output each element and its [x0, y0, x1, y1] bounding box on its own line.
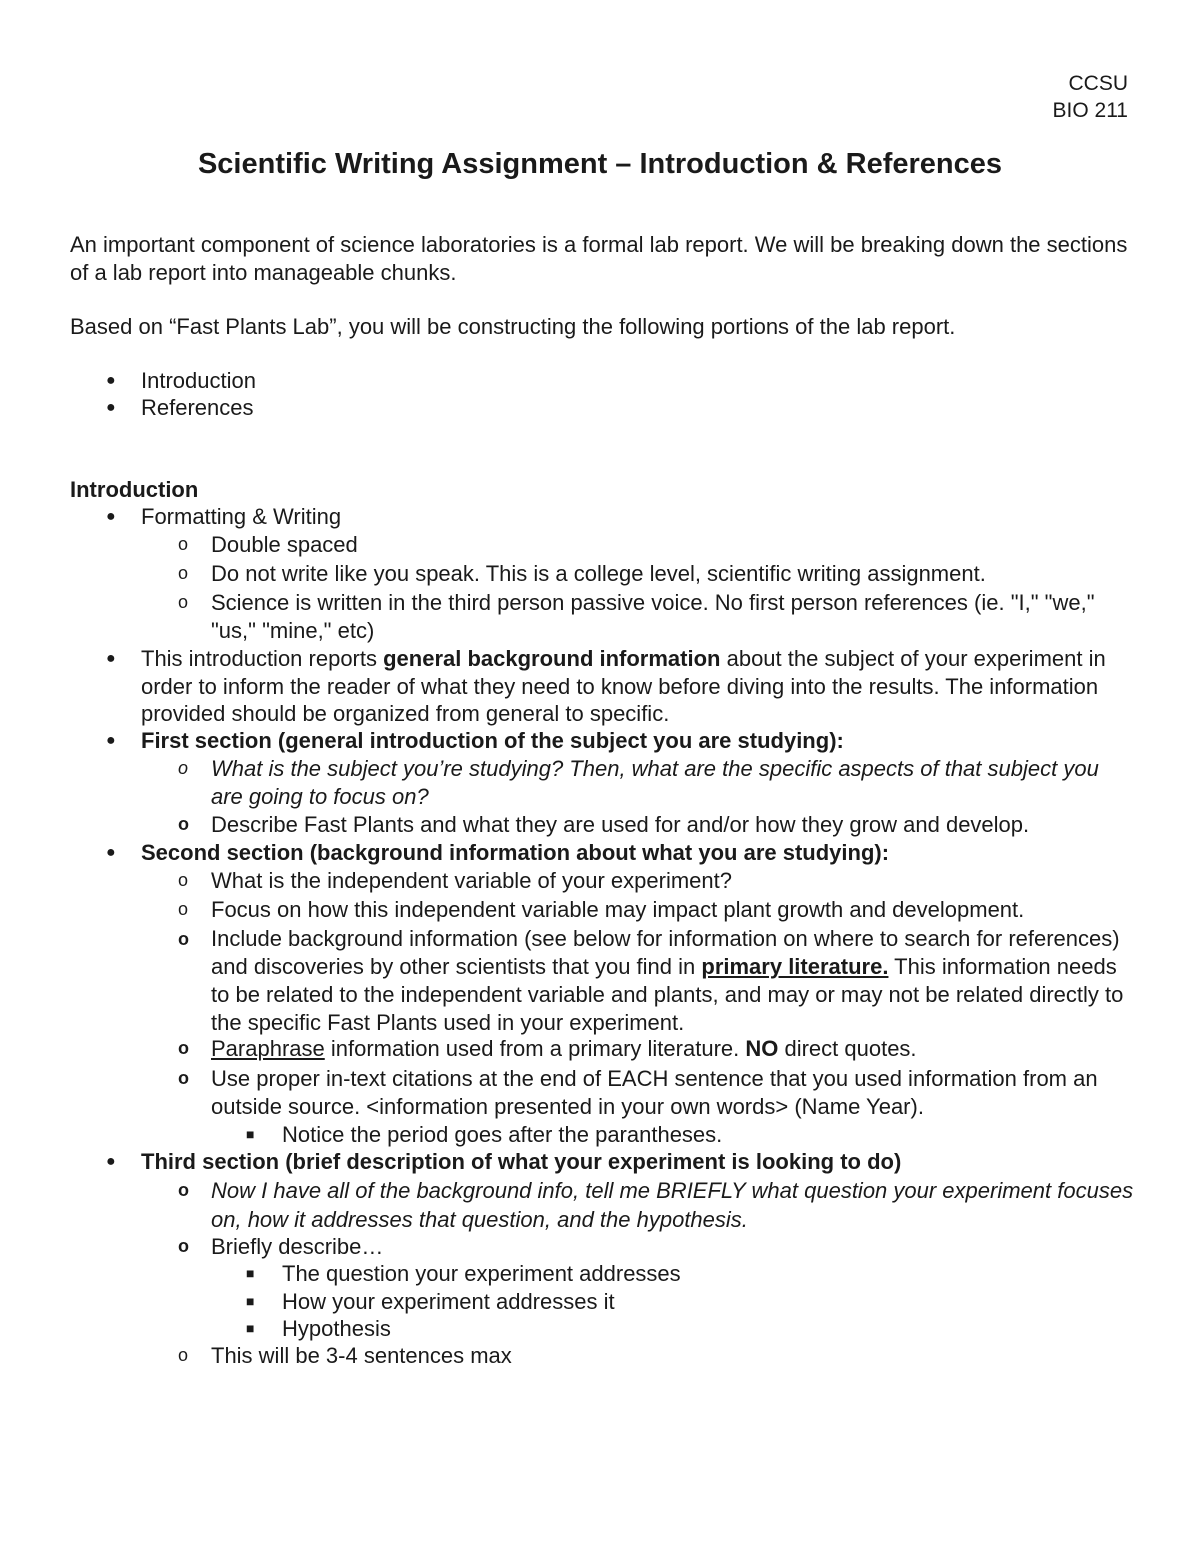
list-item: ● Second section (background information about what you are studying): [106, 840, 890, 865]
list-item: o Include background information (see below for information on where to search for references) and discoveries by other scientists that you find in primary literature. This information needs to be related to the independent variable and plants, and may or may not be related directly to the specific Fast Plants used in your experiment. [178, 926, 1124, 1035]
circle-bullet-icon: o [178, 1068, 189, 1088]
square-bullet-icon: ■ [246, 1126, 255, 1142]
bullet-icon: ● [106, 1153, 116, 1170]
list-item: ● First section (general introduction of the subject you are studying): [106, 728, 844, 753]
introduction-list [70, 503, 1135, 1383]
circle-bullet-icon: o [178, 758, 189, 778]
circle-bullet-icon: o [178, 1180, 189, 1200]
circle-bullet-icon: o [178, 563, 189, 583]
circle-bullet-icon: o [178, 899, 189, 919]
list-item: o Now I have all of the background info, tell me BRIEFLY what question your experiment focuses on, how it addresses that question, and the hypothesis. [178, 1178, 1134, 1232]
circle-bullet-icon: o [178, 870, 189, 890]
square-bullet-icon: ■ [246, 1265, 255, 1281]
bullet-icon: ● [106, 372, 116, 389]
circle-bullet-icon: o [178, 929, 189, 949]
list-item: ■ The question your experiment addresses [246, 1261, 681, 1286]
list-item: ■ Notice the period goes after the parantheses. [246, 1122, 723, 1147]
list-item: o What is the subject you’re studying? Then, what are the specific aspects of that subject you are going to focus on? [178, 756, 1099, 809]
list-item: o Use proper in-text citations at the end of EACH sentence that you used information from an outside source. <information presented in your own words> (Name Year). [178, 1066, 1098, 1119]
list-item: ● Formatting & Writing [106, 504, 342, 529]
list-item: ● Third section (brief description of what your experiment is looking to do) [106, 1149, 902, 1174]
list-item: o Do not write like you speak. This is a college level, scientific writing assignment. [178, 561, 986, 586]
course-header [1053, 70, 1129, 124]
school-name: CCSU [1068, 72, 1128, 95]
section-heading: Introduction [70, 477, 199, 502]
bullet-icon: ● [106, 508, 116, 525]
list-item: o This will be 3-4 sentences max [178, 1343, 512, 1368]
circle-bullet-icon: o [178, 534, 189, 554]
list-item: o Focus on how this independent variable may impact plant growth and development. [178, 897, 1025, 922]
list-item: ■ How your experiment addresses it [246, 1289, 615, 1314]
square-bullet-icon: ■ [246, 1293, 255, 1309]
emphasis-text: general background information [383, 646, 721, 671]
list-item: ● This introduction reports general background information about the subject of your experiment in order to inform the reader of what they need to know before diving into the results. The information provided should be organized from general to specific. [106, 646, 1106, 726]
list-item: o Double spaced [178, 532, 358, 557]
bullet-icon: ● [106, 399, 116, 416]
bullet-icon: ● [106, 844, 116, 861]
circle-bullet-icon: o [178, 1236, 189, 1256]
list-item: o Describe Fast Plants and what they are used for and/or how they grow and develop. [178, 812, 1030, 837]
page-title: Scientific Writing Assignment – Introduction & References [197, 148, 1003, 180]
list-item: o Briefly describe… [178, 1234, 384, 1259]
list-item: ● References [106, 395, 254, 420]
circle-bullet-icon: o [178, 1345, 189, 1365]
bullet-icon: ● [106, 650, 116, 667]
list-item: o Science is written in the third person passive voice. No first person references (ie. "I," "we," "us," "mine," etc) [178, 590, 1095, 643]
square-bullet-icon: ■ [246, 1320, 255, 1336]
circle-bullet-icon: o [178, 592, 189, 612]
list-item: ■ Hypothesis [246, 1316, 391, 1341]
circle-bullet-icon: o [178, 1038, 189, 1058]
portions-paragraph: Based on “Fast Plants Lab”, you will be constructing the following portions of the lab report. [70, 314, 956, 339]
circle-bullet-icon: o [178, 814, 189, 834]
course-code: BIO 211 [1052, 99, 1128, 122]
list-item: ● Introduction [106, 368, 256, 393]
intro-paragraph: An important component of science laboratories is a formal lab report. We will be breaking down the sections of a lab report into manageable chunks. [70, 232, 1128, 285]
list-item: o Paraphrase information used from a primary literature. NO direct quotes. [178, 1036, 917, 1061]
list-item: o What is the independent variable of your experiment? [178, 868, 732, 893]
bullet-icon: ● [106, 732, 116, 749]
primary-literature-link: primary literature. [701, 954, 889, 979]
